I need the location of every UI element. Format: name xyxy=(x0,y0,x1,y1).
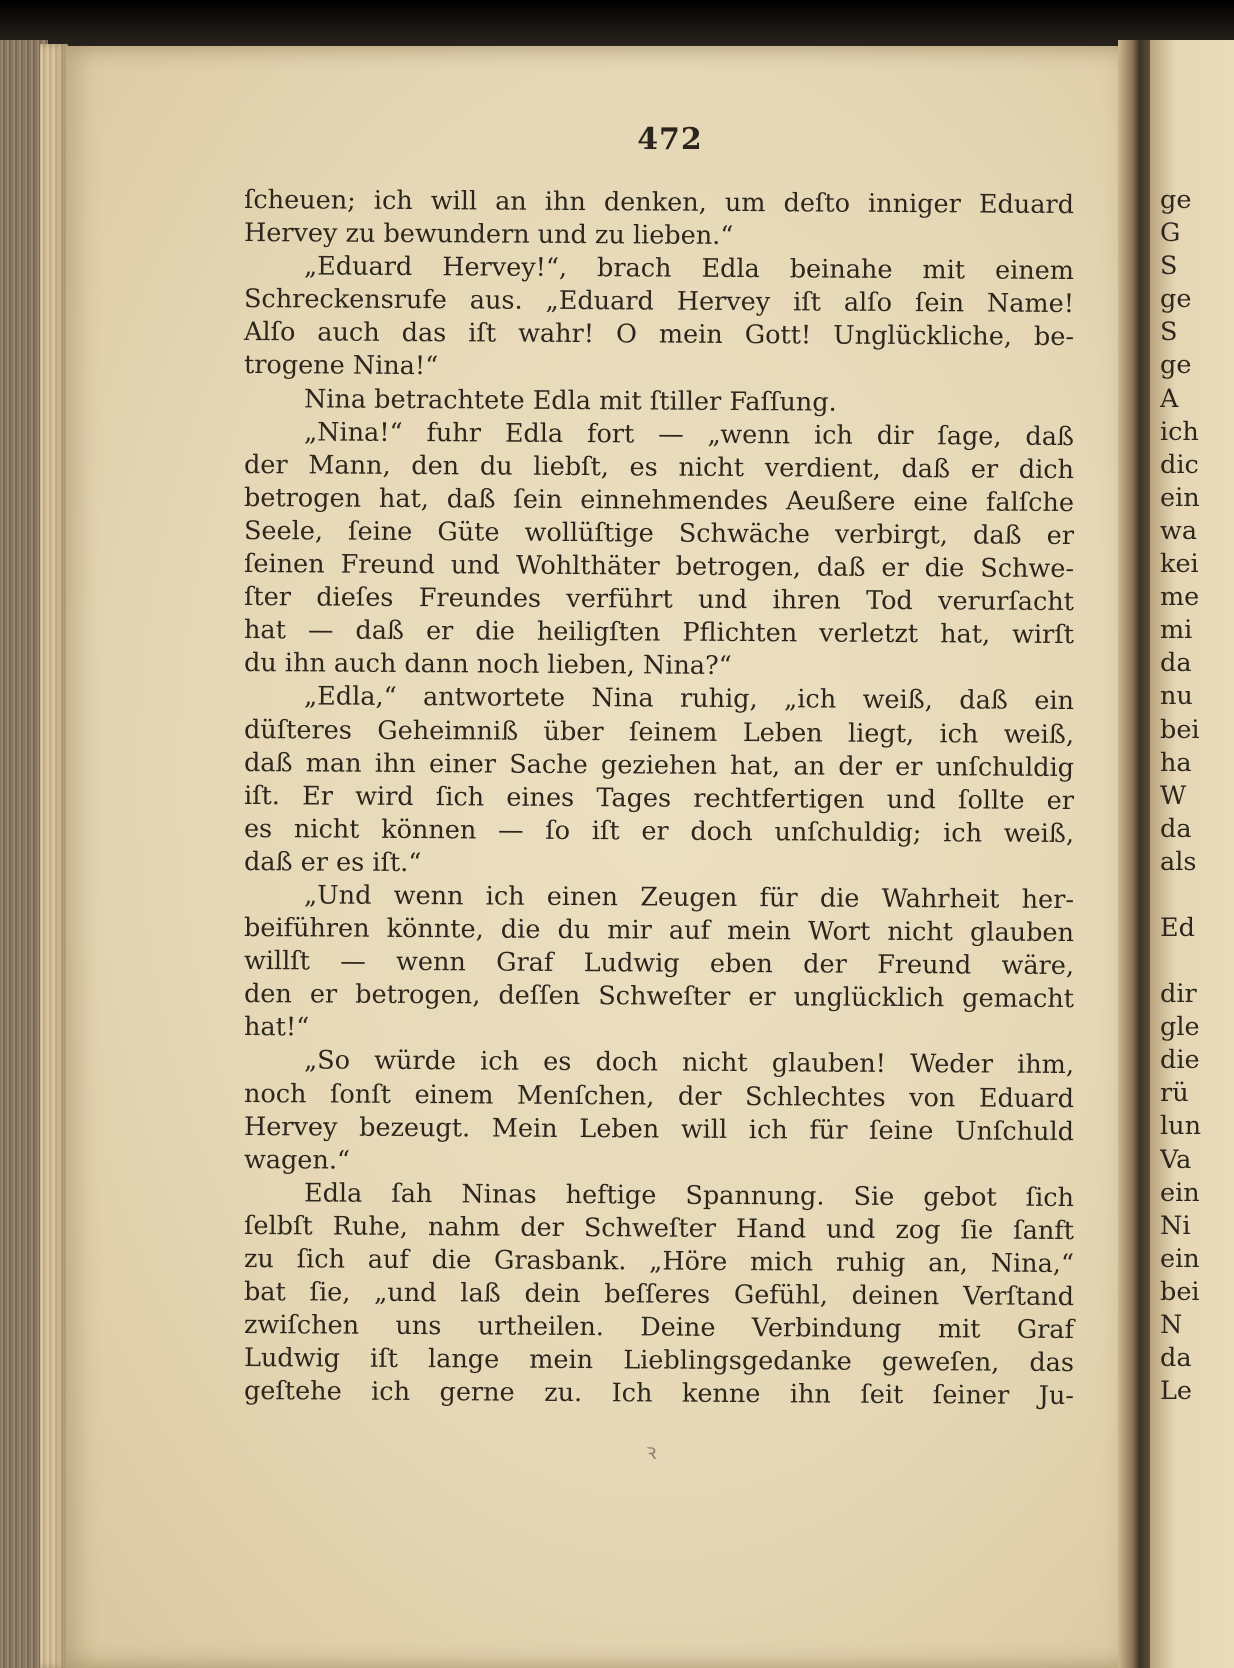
text-line: düſteres Geheimniß über ſeinem Leben liegt, ich weiß, xyxy=(243,714,1075,750)
body-text xyxy=(243,184,1075,1412)
text-line: ſcheuen; ich will an ihn denken, um deſto inniger Eduard xyxy=(243,185,1075,221)
margin-fragment: ein xyxy=(1160,482,1200,513)
page-number: 472 xyxy=(637,122,703,157)
text-line: du ihn auch dann noch lieben, Nina?“ xyxy=(243,648,732,682)
top-shadow xyxy=(0,0,1234,48)
margin-fragment: me xyxy=(1160,582,1200,613)
margin-fragment: ha xyxy=(1160,747,1192,778)
text-line: Seele, ſeine Güte wollüſtige Schwäche verbirgt, daß er xyxy=(243,515,1075,552)
text-line: willſt — wenn Graf Ludwig eben der Freund wäre, xyxy=(243,946,1075,982)
text-line: Hervey bezeugt. Mein Leben will ich für ſeine Unſchuld xyxy=(243,1111,1075,1147)
text-line: „Edla,“ antwortete Nina ruhig, „ich weiß, daß ein xyxy=(303,681,1075,717)
text-line: beiführen könnte, die du mir auf mein Wort nicht glauben xyxy=(243,913,1075,949)
margin-fragment: bei xyxy=(1160,1276,1200,1307)
text-line: „Nina!“ fuhr Edla fort — „wenn ich dir ſage, daß xyxy=(303,417,1075,452)
margin-fragment: Le xyxy=(1160,1376,1193,1407)
text-line: den er betrogen, deſſen Schweſter er unglücklich gemacht xyxy=(243,979,1075,1015)
text-line: Nina betrachtete Edla mit ſtiller Faſſung. xyxy=(303,383,837,418)
text-line: noch ſonſt einem Menſchen, der Schlechtes von Eduard xyxy=(243,1078,1075,1114)
margin-fragment: dir xyxy=(1160,979,1197,1010)
text-line: iſt. Er wird ſich eines Tages rechtfertigen und ſollte er xyxy=(243,780,1075,816)
text-line: ſelbſt Ruhe, nahm der Schweſter Hand und zog ſie ſanft xyxy=(243,1210,1075,1246)
page-stack-edge xyxy=(40,44,68,1668)
margin-fragment: Va xyxy=(1160,1144,1192,1175)
margin-fragment: N xyxy=(1160,1310,1183,1340)
margin-fragment: ich xyxy=(1160,416,1199,447)
text-line: Hervey zu bewundern und zu lieben.“ xyxy=(243,218,734,252)
margin-fragment: da xyxy=(1160,648,1192,679)
margin-fragment: ge xyxy=(1160,185,1192,215)
margin-fragment: ein xyxy=(1160,1177,1200,1208)
text-line: zwiſchen uns urtheilen. Deine Verbindung mit Graf xyxy=(243,1310,1075,1346)
margin-fragment: da xyxy=(1160,813,1192,844)
margin-fragment: als xyxy=(1160,846,1197,877)
text-line: der Mann, den du liebſt, es nicht verdient, daß er dich xyxy=(243,449,1075,485)
text-line: bat ſie, „und laß dein beſſeres Gefühl, deinen Verſtand xyxy=(243,1277,1075,1313)
margin-fragment: Ni xyxy=(1160,1210,1191,1241)
text-line: hat!“ xyxy=(243,1012,310,1043)
margin-fragment: nu xyxy=(1160,681,1193,712)
text-line: es nicht können — ſo iſt er doch unſchuldig; ich weiß, xyxy=(243,813,1075,849)
margin-fragment: G xyxy=(1160,218,1181,249)
margin-fragment: ge xyxy=(1160,350,1192,381)
text-line: Alſo auch das iſt wahr! O mein Gott! Unglückliche, be- xyxy=(243,317,1075,353)
book-gutter xyxy=(1118,40,1154,1668)
margin-fragment: S xyxy=(1160,251,1178,282)
margin-fragment: kei xyxy=(1160,549,1199,580)
margin-fragment: da xyxy=(1160,1343,1192,1374)
margin-fragment: bei xyxy=(1160,714,1200,745)
text-line: betrogen hat, daß ſein einnehmendes Aeußere eine falſche xyxy=(243,482,1075,518)
text-line: wagen.“ xyxy=(243,1144,351,1176)
margin-fragment: rü xyxy=(1160,1078,1189,1109)
margin-fragment: S xyxy=(1160,317,1178,348)
text-line: „Und wenn ich einen Zeugen für die Wahrheit her- xyxy=(303,880,1075,916)
text-line: ſeinen Freund und Wohlthäter betrogen, daß er die Schwe- xyxy=(243,549,1075,585)
ink-smudge: ꝛ xyxy=(646,1440,657,1465)
text-line: Edla ſah Ninas heftige Spannung. Sie gebot ſich xyxy=(303,1178,1075,1213)
margin-fragment: mi xyxy=(1160,615,1193,646)
facing-page-fragments xyxy=(1160,184,1234,1408)
margin-fragment: ge xyxy=(1160,284,1192,315)
text-line: ſter dieſes Freundes verführt und ihren Tod verurſacht xyxy=(243,582,1075,618)
text-line: daß er es iſt.“ xyxy=(243,846,422,878)
margin-fragment: W xyxy=(1160,780,1187,811)
text-line: trogene Nina!“ xyxy=(243,350,439,382)
text-line: geſtehe ich gerne zu. Ich kenne ihn ſeit ſeiner Ju- xyxy=(243,1376,1075,1412)
text-line: Ludwig iſt lange mein Lieblingsgedanke geweſen, das xyxy=(243,1343,1075,1379)
margin-fragment: ein xyxy=(1160,1243,1200,1274)
text-line: daß man ihn einer Sache geziehen hat, an der er unſchuldig xyxy=(243,747,1075,783)
margin-fragment: gle xyxy=(1160,1012,1200,1043)
text-line: zu ſich auf die Grasbank. „Höre mich ruhig an, Nina,“ xyxy=(243,1244,1075,1280)
margin-fragment: dic xyxy=(1160,449,1199,480)
margin-fragment: lun xyxy=(1160,1111,1202,1142)
text-line: „Eduard Hervey!“, brach Edla beinahe mit einem xyxy=(303,251,1075,287)
text-line: hat — daß er die heiligſten Pflichten verletzt hat, wirſt xyxy=(243,615,1075,651)
margin-fragment: wa xyxy=(1160,515,1198,546)
text-line: Schreckensrufe aus. „Eduard Hervey iſt alſo ſein Name! xyxy=(243,284,1075,320)
text-line: „So würde ich es doch nicht glauben! Weder ihm, xyxy=(303,1045,1075,1081)
margin-fragment: A xyxy=(1160,383,1179,414)
margin-fragment: die xyxy=(1160,1045,1200,1076)
margin-fragment: Ed xyxy=(1160,912,1195,943)
